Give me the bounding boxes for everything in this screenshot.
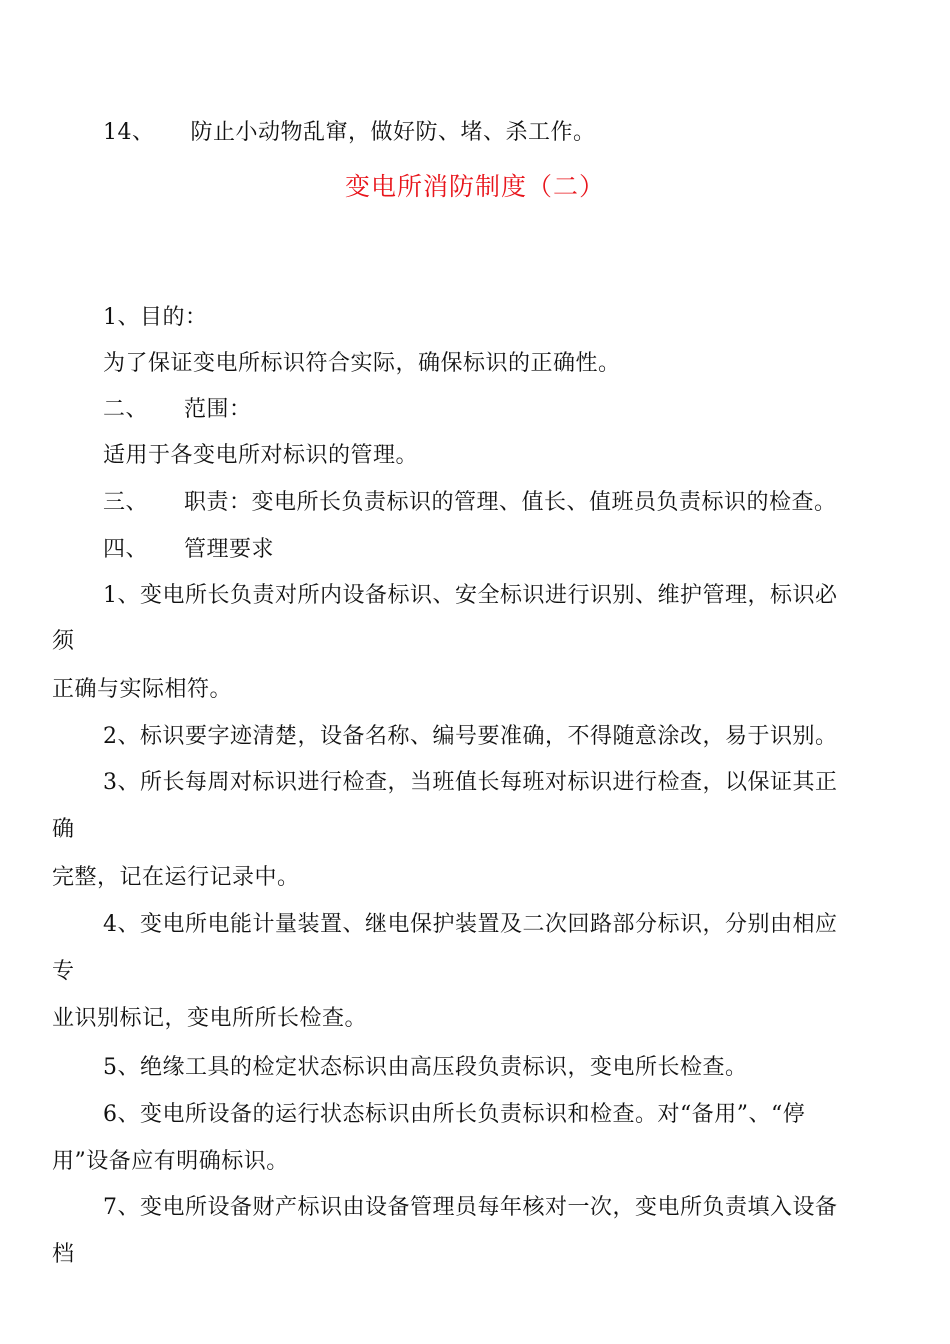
item-1-line-1: 1、变电所长负责对所内设备标识、安全标识进行识别、维护管理，标识必 — [103, 583, 838, 608]
requirements-heading — [103, 535, 274, 565]
duty-text: 职责：变电所长负责标识的管理、值长、值班员负责标识的检查。 — [184, 490, 837, 515]
purpose-text: 为了保证变电所标识符合实际，确保标识的正确性。 — [103, 351, 621, 376]
item-4-line-2: 专 — [52, 959, 75, 984]
duty-number: 三、 — [103, 490, 149, 515]
top-item — [103, 118, 596, 148]
item-2-line-1: 2、标识要字迹清楚，设备名称、编号要准确，不得随意涂改，易于识别。 — [103, 724, 838, 749]
item-1-line-2: 须 — [52, 629, 75, 654]
document-title: 变电所消防制度（二） — [344, 172, 605, 201]
item-7-line-1: 7、变电所设备财产标识由设备管理员每年核对一次，变电所负责填入设备 — [103, 1195, 838, 1220]
item-6-line-1: 6、变电所设备的运行状态标识由所长负责标识和检查。对“备用”、“停 — [103, 1102, 806, 1127]
scope-heading — [103, 395, 252, 425]
item-5-line-1: 5、绝缘工具的检定状态标识由高压段负责标识，变电所长检查。 — [103, 1055, 748, 1080]
item-3-line-1: 3、所长每周对标识进行检查，当班值长每班对标识进行检查，以保证其正 — [103, 770, 838, 795]
scope-text: 适用于各变电所对标识的管理。 — [103, 443, 419, 468]
item-3-line-3: 完整，记在运行记录中。 — [52, 865, 300, 890]
requirements-label: 管理要求 — [184, 537, 275, 562]
item-1-line-3: 正确与实际相符。 — [52, 677, 233, 702]
scope-number: 二、 — [103, 397, 149, 422]
requirements-number: 四、 — [103, 537, 149, 562]
scope-label: 范围： — [184, 397, 252, 422]
item-4-line-3: 业识别标记，变电所所长检查。 — [52, 1006, 368, 1031]
top-item-number: 14、 — [103, 120, 155, 145]
item-3-line-2: 确 — [52, 817, 75, 842]
duty-heading — [103, 488, 837, 518]
purpose-heading: 1、目的： — [103, 305, 208, 330]
item-4-line-1: 4、变电所电能计量装置、继电保护装置及二次回路部分标识，分别由相应 — [103, 912, 838, 937]
item-6-line-2: 用”设备应有明确标识。 — [52, 1149, 289, 1174]
item-7-line-2: 档 — [52, 1242, 75, 1267]
top-item-text: 防止小动物乱窜，做好防、堵、杀工作。 — [190, 120, 596, 145]
